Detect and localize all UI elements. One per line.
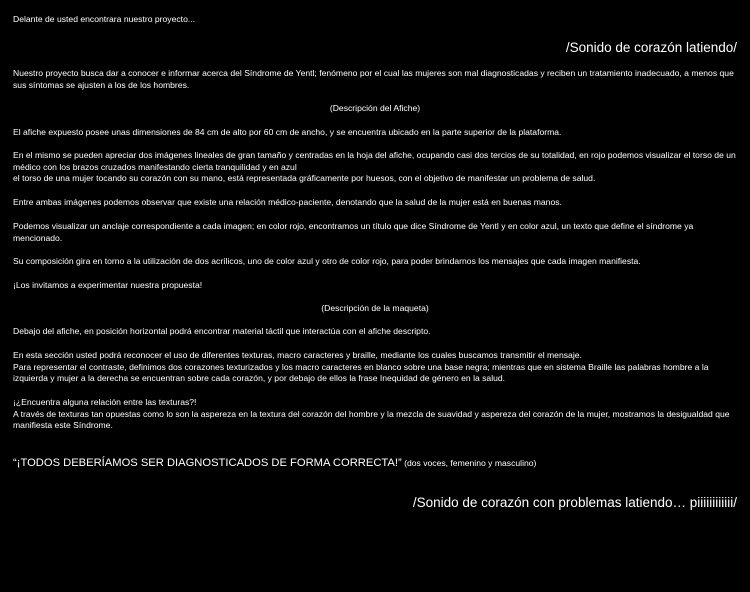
poster-images-description	[13, 150, 737, 185]
intro-text: Delante de usted encontrara nuestro proyecto...	[13, 14, 196, 24]
slogan-text: “¡TODOS DEBERÍAMOS SER DIAGNOSTICADOS DE FORMA CORRECTA!”	[13, 457, 402, 469]
model-textures-line-1: En esta sección usted podrá reconocer el uso de diferentes texturas, macro caracteres y braille, mediante los cuales buscamos transmitir el mensaje.	[13, 350, 582, 360]
invitation-text: ¡Los invitamos a experimentar nuestra propuesta!	[13, 280, 203, 290]
sound-cue-bottom: /Sonido de corazón con problemas latiendo… piiiiiiiiiiii/	[412, 495, 737, 510]
slogan-line	[13, 458, 737, 470]
poster-images-line-2: el torso de una mujer tocando su corazón con su mano, está representada gráficamente por huesos, con el objetivo de manifestar un problema de salud.	[13, 173, 596, 184]
sound-cue-top: /Sonido de corazón latiendo/	[565, 40, 737, 55]
poster-images-line-1: En el mismo se pueden apreciar dos imágenes lineales de gran tamaño y centradas en la hoja del afiche, ocupando casi dos tercios de su totalidad, en rojo podemos visualizar el torso de un médico con los brazos cruzados manifestando cierta tranquilidad y en azul	[13, 150, 736, 172]
model-position: Debajo del afiche, en posición horizontal podrá encontrar material táctil que interactúa con el afiche descripto.	[13, 326, 431, 336]
model-heading: (Descripción de la maqueta)	[321, 303, 429, 313]
poster-relation: Entre ambas imágenes podemos observar que existe una relación médico-paciente, denotando que la salud de la mujer está en buenas manos.	[13, 197, 562, 207]
model-textures-line-2: Para representar el contraste, definimos dos corazones texturizados y los macro caracteres en blanco sobre una base negra; mientras que en sistema Braille las palabras hombre a la izquierda y mujer a la derecha se encuentran sobre cada corazón, y por debajo de ellos la frase Inequidad de género en la salud.	[13, 361, 709, 384]
question-line-2: A través de texturas tan opuestas como lo son la aspereza en la textura del corazón del hombre y la mezcla de suavidad y aspereza del corazón de la mujer, mostramos la desigualdad que manifiesta este Síndrome.	[13, 408, 730, 431]
model-textures-description	[13, 350, 737, 385]
poster-heading: (Descripción del Afiche)	[329, 103, 421, 113]
poster-anchor: Podemos visualizar un anclaje correspondiente a cada imagen; en color rojo, encontramos un título que dice Síndrome de Yentl y en color azul, un texto que define el síndrome ya mencionado.	[13, 221, 694, 243]
slogan-voices-note: (dos voces, femenino y masculino)	[401, 458, 537, 468]
textures-question	[13, 397, 737, 432]
poster-composition: Su composición gira en torno a la utilización de dos acrílicos, uno de color azul y otro de color rojo, para poder brindarnos los mensajes que cada imagen manifiesta.	[13, 256, 641, 266]
poster-dimensions: El afiche expuesto posee unas dimensiones de 84 cm de alto por 60 cm de ancho, y se encuentra ubicado en la parte superior de la plataforma.	[13, 127, 562, 137]
question-line-1: ¡¿Encuentra alguna relación entre las texturas?!	[13, 397, 197, 407]
project-purpose: Nuestro proyecto busca dar a conocer e informar acerca del Síndrome de Yentl; fenómeno por el cual las mujeres son mal diagnosticadas y reciben un tratamiento inadecuado, a menos que sus síntomas se ajusten a los de los hombres.	[13, 68, 734, 90]
